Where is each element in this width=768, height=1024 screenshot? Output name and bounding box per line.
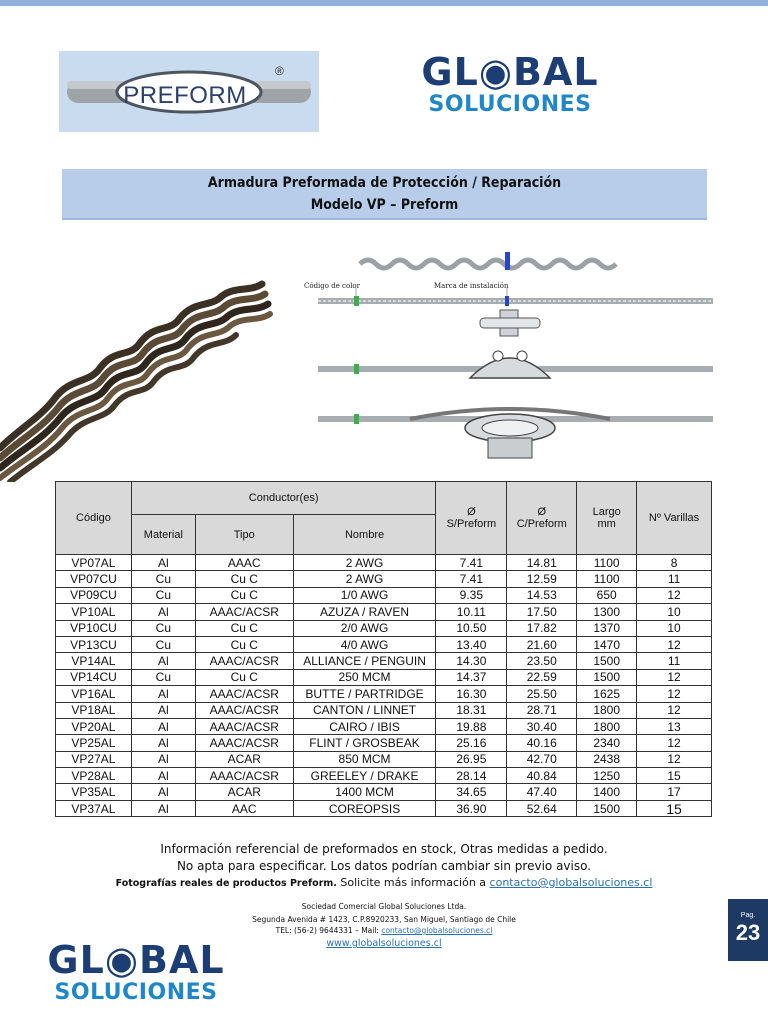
- cell-tipo: AAAC/ACSR: [195, 604, 293, 620]
- table-row: [56, 653, 712, 669]
- cell-codigo: VP14AL: [56, 653, 132, 669]
- cell-nombre: 1/0 AWG: [293, 587, 436, 603]
- cell-largo: 1100: [577, 555, 637, 571]
- cell-tipo: Cu C: [195, 587, 293, 603]
- cell-s-preform: 10.11: [436, 604, 507, 620]
- header-codigo: Código: [56, 482, 132, 555]
- table-row: [56, 751, 712, 767]
- cell-codigo: VP13CU: [56, 636, 132, 652]
- cell-tipo: Cu C: [195, 669, 293, 685]
- footer-address: Segunda Avenida # 1423, C.P.8920233, San Miguel, Santiago de Chile: [252, 915, 516, 924]
- cell-largo: 1470: [577, 636, 637, 652]
- top-accent-bar: [0, 0, 768, 6]
- installation-diagram: [300, 238, 718, 460]
- cell-material: Al: [131, 800, 195, 816]
- cell-nombre: COREOPSIS: [293, 800, 436, 816]
- cell-nombre: AZUZA / RAVEN: [293, 604, 436, 620]
- cell-varillas: 12: [637, 587, 712, 603]
- cell-s-preform: 14.30: [436, 653, 507, 669]
- product-photo-armor-rods: [0, 278, 300, 482]
- table-row: [56, 784, 712, 800]
- global-logo-main: GL◉BAL: [421, 50, 599, 94]
- cell-largo: 1400: [577, 784, 637, 800]
- cell-material: Al: [131, 604, 195, 620]
- page-title: [62, 169, 707, 220]
- cell-largo: 1370: [577, 620, 637, 636]
- cell-nombre: 1400 MCM: [293, 784, 436, 800]
- note-request-info: Solicite más información a: [336, 876, 490, 889]
- cell-varillas: 12: [637, 702, 712, 718]
- table-row: [56, 636, 712, 652]
- cell-c-preform: 52.64: [507, 800, 577, 816]
- cell-largo: 2438: [577, 751, 637, 767]
- cell-varillas: 12: [637, 636, 712, 652]
- cell-material: Al: [131, 702, 195, 718]
- cell-c-preform: 22.59: [507, 669, 577, 685]
- cell-nombre: 4/0 AWG: [293, 636, 436, 652]
- footer-phone: TEL: (56-2) 9644331 – Mail:: [275, 926, 382, 935]
- cell-codigo: VP16AL: [56, 686, 132, 702]
- note-contact: [0, 876, 768, 889]
- cell-c-preform: 28.71: [507, 702, 577, 718]
- cell-codigo: VP18AL: [56, 702, 132, 718]
- title-line-2: Modelo VP – Preform: [310, 197, 459, 213]
- cell-varillas: 12: [637, 751, 712, 767]
- cell-s-preform: 18.31: [436, 702, 507, 718]
- table-row: [56, 604, 712, 620]
- table-row: [56, 669, 712, 685]
- cell-s-preform: 26.95: [436, 751, 507, 767]
- cell-s-preform: 36.90: [436, 800, 507, 816]
- cell-codigo: VP10AL: [56, 604, 132, 620]
- footer-company: Sociedad Comercial Global Soluciones Ltda.: [301, 902, 467, 911]
- cell-codigo: VP35AL: [56, 784, 132, 800]
- cell-tipo: ACAR: [195, 784, 293, 800]
- cell-codigo: VP25AL: [56, 735, 132, 751]
- note-disclaimer: No apta para especificar. Los datos podrían cambiar sin previo aviso.: [176, 859, 592, 873]
- cell-largo: 1625: [577, 686, 637, 702]
- header-largo: Largo mm: [577, 482, 637, 555]
- global-soluciones-logo: [418, 52, 602, 124]
- cell-varillas: 8: [637, 555, 712, 571]
- cell-nombre: 850 MCM: [293, 751, 436, 767]
- global-logo-main-footer: GL◉BAL: [47, 938, 225, 982]
- preform-logo-text: PREFORM: [123, 82, 247, 109]
- cell-tipo: Cu C: [195, 620, 293, 636]
- table-row: [56, 555, 712, 571]
- cell-material: Cu: [131, 620, 195, 636]
- cell-material: Al: [131, 555, 195, 571]
- cell-s-preform: 25.16: [436, 735, 507, 751]
- cell-s-preform: 34.65: [436, 784, 507, 800]
- cell-varillas: 17: [637, 784, 712, 800]
- cell-material: Al: [131, 735, 195, 751]
- cell-varillas: 12: [637, 669, 712, 685]
- cell-largo: 1500: [577, 669, 637, 685]
- table-row: [56, 718, 712, 734]
- cell-s-preform: 14.37: [436, 669, 507, 685]
- registered-mark: ®: [275, 64, 284, 78]
- cell-c-preform: 40.84: [507, 768, 577, 784]
- cell-c-preform: 14.81: [507, 555, 577, 571]
- cell-varillas: 12: [637, 686, 712, 702]
- cell-nombre: CAIRO / IBIS: [293, 718, 436, 734]
- cell-codigo: VP07CU: [56, 571, 132, 587]
- header-varillas: Nº Varillas: [637, 482, 712, 555]
- page-number-tab: [728, 899, 768, 961]
- cell-varillas: 11: [637, 653, 712, 669]
- cell-varillas: 10: [637, 620, 712, 636]
- cell-material: Cu: [131, 669, 195, 685]
- cell-tipo: AAC: [195, 800, 293, 816]
- cell-varillas: 15: [637, 800, 712, 816]
- cell-c-preform: 47.40: [507, 784, 577, 800]
- cell-largo: 1300: [577, 604, 637, 620]
- cell-tipo: AAAC/ACSR: [195, 735, 293, 751]
- cell-s-preform: 13.40: [436, 636, 507, 652]
- cell-varillas: 13: [637, 718, 712, 734]
- cell-varillas: 15: [637, 768, 712, 784]
- title-line-1: Armadura Preformada de Protección / Reparación: [207, 175, 562, 191]
- cell-s-preform: 7.41: [436, 555, 507, 571]
- cell-varillas: 11: [637, 571, 712, 587]
- cell-c-preform: 17.50: [507, 604, 577, 620]
- header-s-preform: Ø S/Preform: [436, 482, 507, 555]
- table-row: [56, 702, 712, 718]
- cell-nombre: GREELEY / DRAKE: [293, 768, 436, 784]
- cell-c-preform: 42.70: [507, 751, 577, 767]
- table-row: [56, 686, 712, 702]
- cell-c-preform: 25.50: [507, 686, 577, 702]
- cell-tipo: AAAC/ACSR: [195, 686, 293, 702]
- cell-codigo: VP20AL: [56, 718, 132, 734]
- page-label: Pag.: [740, 912, 756, 919]
- cell-material: Cu: [131, 587, 195, 603]
- header-c-preform: Ø C/Preform: [507, 482, 577, 555]
- cell-largo: 1800: [577, 718, 637, 734]
- table-row: [56, 620, 712, 636]
- table-row: [56, 571, 712, 587]
- cell-material: Cu: [131, 571, 195, 587]
- cell-material: Al: [131, 784, 195, 800]
- cell-c-preform: 40.16: [507, 735, 577, 751]
- table-row: [56, 768, 712, 784]
- cell-varillas: 12: [637, 735, 712, 751]
- cell-nombre: 2/0 AWG: [293, 620, 436, 636]
- note-photos: Fotografías reales de productos Preform.: [115, 878, 337, 889]
- cell-varillas: 10: [637, 604, 712, 620]
- table-row: [56, 587, 712, 603]
- cell-codigo: VP37AL: [56, 800, 132, 816]
- cell-nombre: 2 AWG: [293, 555, 436, 571]
- cell-nombre: ALLIANCE / PENGUIN: [293, 653, 436, 669]
- cell-tipo: Cu C: [195, 636, 293, 652]
- table-row: [56, 735, 712, 751]
- cell-nombre: CANTON / LINNET: [293, 702, 436, 718]
- cell-largo: 1500: [577, 653, 637, 669]
- cell-nombre: FLINT / GROSBEAK: [293, 735, 436, 751]
- header-nombre: Nombre: [293, 515, 436, 555]
- cell-tipo: AAAC/ACSR: [195, 653, 293, 669]
- cell-material: Al: [131, 653, 195, 669]
- cell-codigo: VP28AL: [56, 768, 132, 784]
- website-link[interactable]: www.globalsoluciones.cl: [326, 938, 442, 949]
- cell-tipo: AAAC/ACSR: [195, 768, 293, 784]
- cell-largo: 2340: [577, 735, 637, 751]
- cell-tipo: AAAC/ACSR: [195, 718, 293, 734]
- cell-material: Cu: [131, 636, 195, 652]
- cell-s-preform: 16.30: [436, 686, 507, 702]
- cell-nombre: 250 MCM: [293, 669, 436, 685]
- cell-c-preform: 14.53: [507, 587, 577, 603]
- cell-codigo: VP27AL: [56, 751, 132, 767]
- table-row: [56, 800, 712, 816]
- header-material: Material: [131, 515, 195, 555]
- cell-tipo: Cu C: [195, 571, 293, 587]
- cell-c-preform: 17.82: [507, 620, 577, 636]
- cell-s-preform: 9.35: [436, 587, 507, 603]
- global-soluciones-logo-footer: [44, 940, 228, 1010]
- cell-c-preform: 21.60: [507, 636, 577, 652]
- header-conductores: Conductor(es): [131, 482, 436, 515]
- cell-tipo: ACAR: [195, 751, 293, 767]
- cell-largo: 650: [577, 587, 637, 603]
- cell-material: Al: [131, 686, 195, 702]
- cell-c-preform: 23.50: [507, 653, 577, 669]
- cell-codigo: VP10CU: [56, 620, 132, 636]
- footer-email-link[interactable]: contacto@globalsoluciones.cl: [381, 926, 493, 935]
- footer-contact: [0, 926, 768, 935]
- cell-tipo: AAAC: [195, 555, 293, 571]
- cell-codigo: VP09CU: [56, 587, 132, 603]
- cell-material: Al: [131, 768, 195, 784]
- cell-nombre: BUTTE / PARTRIDGE: [293, 686, 436, 702]
- cell-nombre: 2 AWG: [293, 571, 436, 587]
- cell-largo: 1500: [577, 800, 637, 816]
- cell-c-preform: 30.40: [507, 718, 577, 734]
- label-color-code: Código de color: [304, 282, 360, 290]
- header-tipo: Tipo: [195, 515, 293, 555]
- global-logo-sub-footer: SOLUCIONES: [54, 980, 218, 1005]
- note-stock: Información referencial de preformados en stock, Otras medidas a pedido.: [160, 842, 608, 856]
- cell-material: Al: [131, 718, 195, 734]
- cell-c-preform: 12.59: [507, 571, 577, 587]
- cell-largo: 1250: [577, 768, 637, 784]
- cell-material: Al: [131, 751, 195, 767]
- cell-s-preform: 7.41: [436, 571, 507, 587]
- cell-codigo: VP14CU: [56, 669, 132, 685]
- global-logo-sub: SOLUCIONES: [428, 92, 592, 117]
- page-number: 23: [735, 920, 761, 945]
- cell-largo: 1800: [577, 702, 637, 718]
- cell-largo: 1100: [577, 571, 637, 587]
- label-install-mark: Marca de instalación: [434, 282, 509, 290]
- cell-s-preform: 10.50: [436, 620, 507, 636]
- cell-codigo: VP07AL: [56, 555, 132, 571]
- contact-email-link[interactable]: contacto@globalsoluciones.cl: [489, 876, 653, 889]
- cell-s-preform: 28.14: [436, 768, 507, 784]
- specs-table: [55, 481, 712, 817]
- cell-s-preform: 19.88: [436, 718, 507, 734]
- cell-tipo: AAAC/ACSR: [195, 702, 293, 718]
